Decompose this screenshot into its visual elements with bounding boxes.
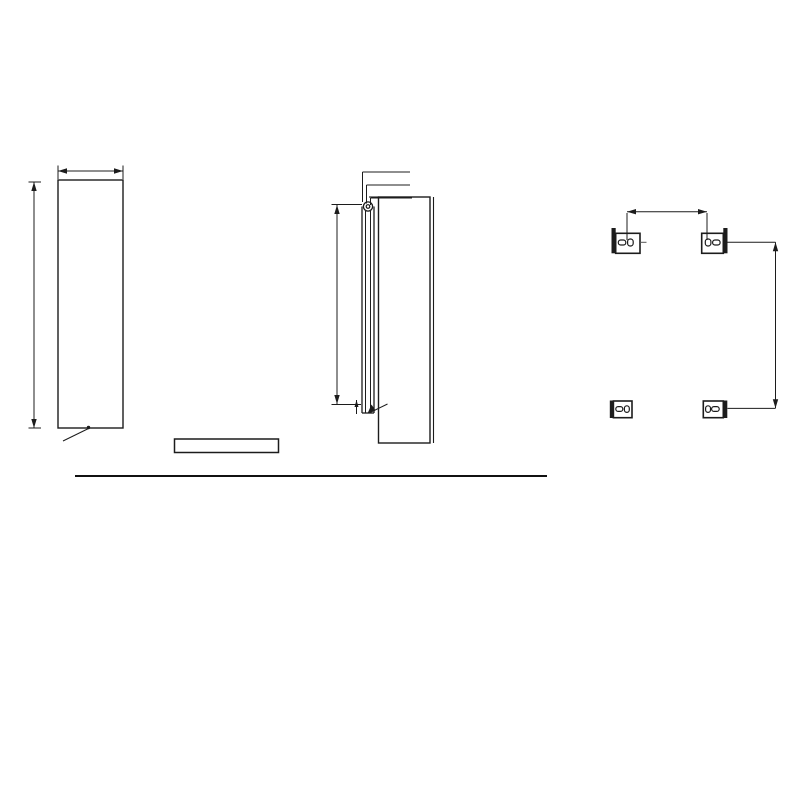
spec-table (75, 475, 547, 477)
front-view (29, 166, 124, 442)
bracket-bottom-left (610, 401, 632, 419)
bracket-top-right (702, 228, 728, 253)
top-view (175, 439, 279, 453)
bracket-top-left (612, 228, 647, 253)
panel-column (379, 197, 431, 443)
side-view (332, 172, 434, 443)
bracket-bottom-right (703, 401, 727, 419)
radiator-body (58, 180, 123, 428)
collector-bar (175, 439, 279, 453)
bracket-view (610, 209, 778, 418)
